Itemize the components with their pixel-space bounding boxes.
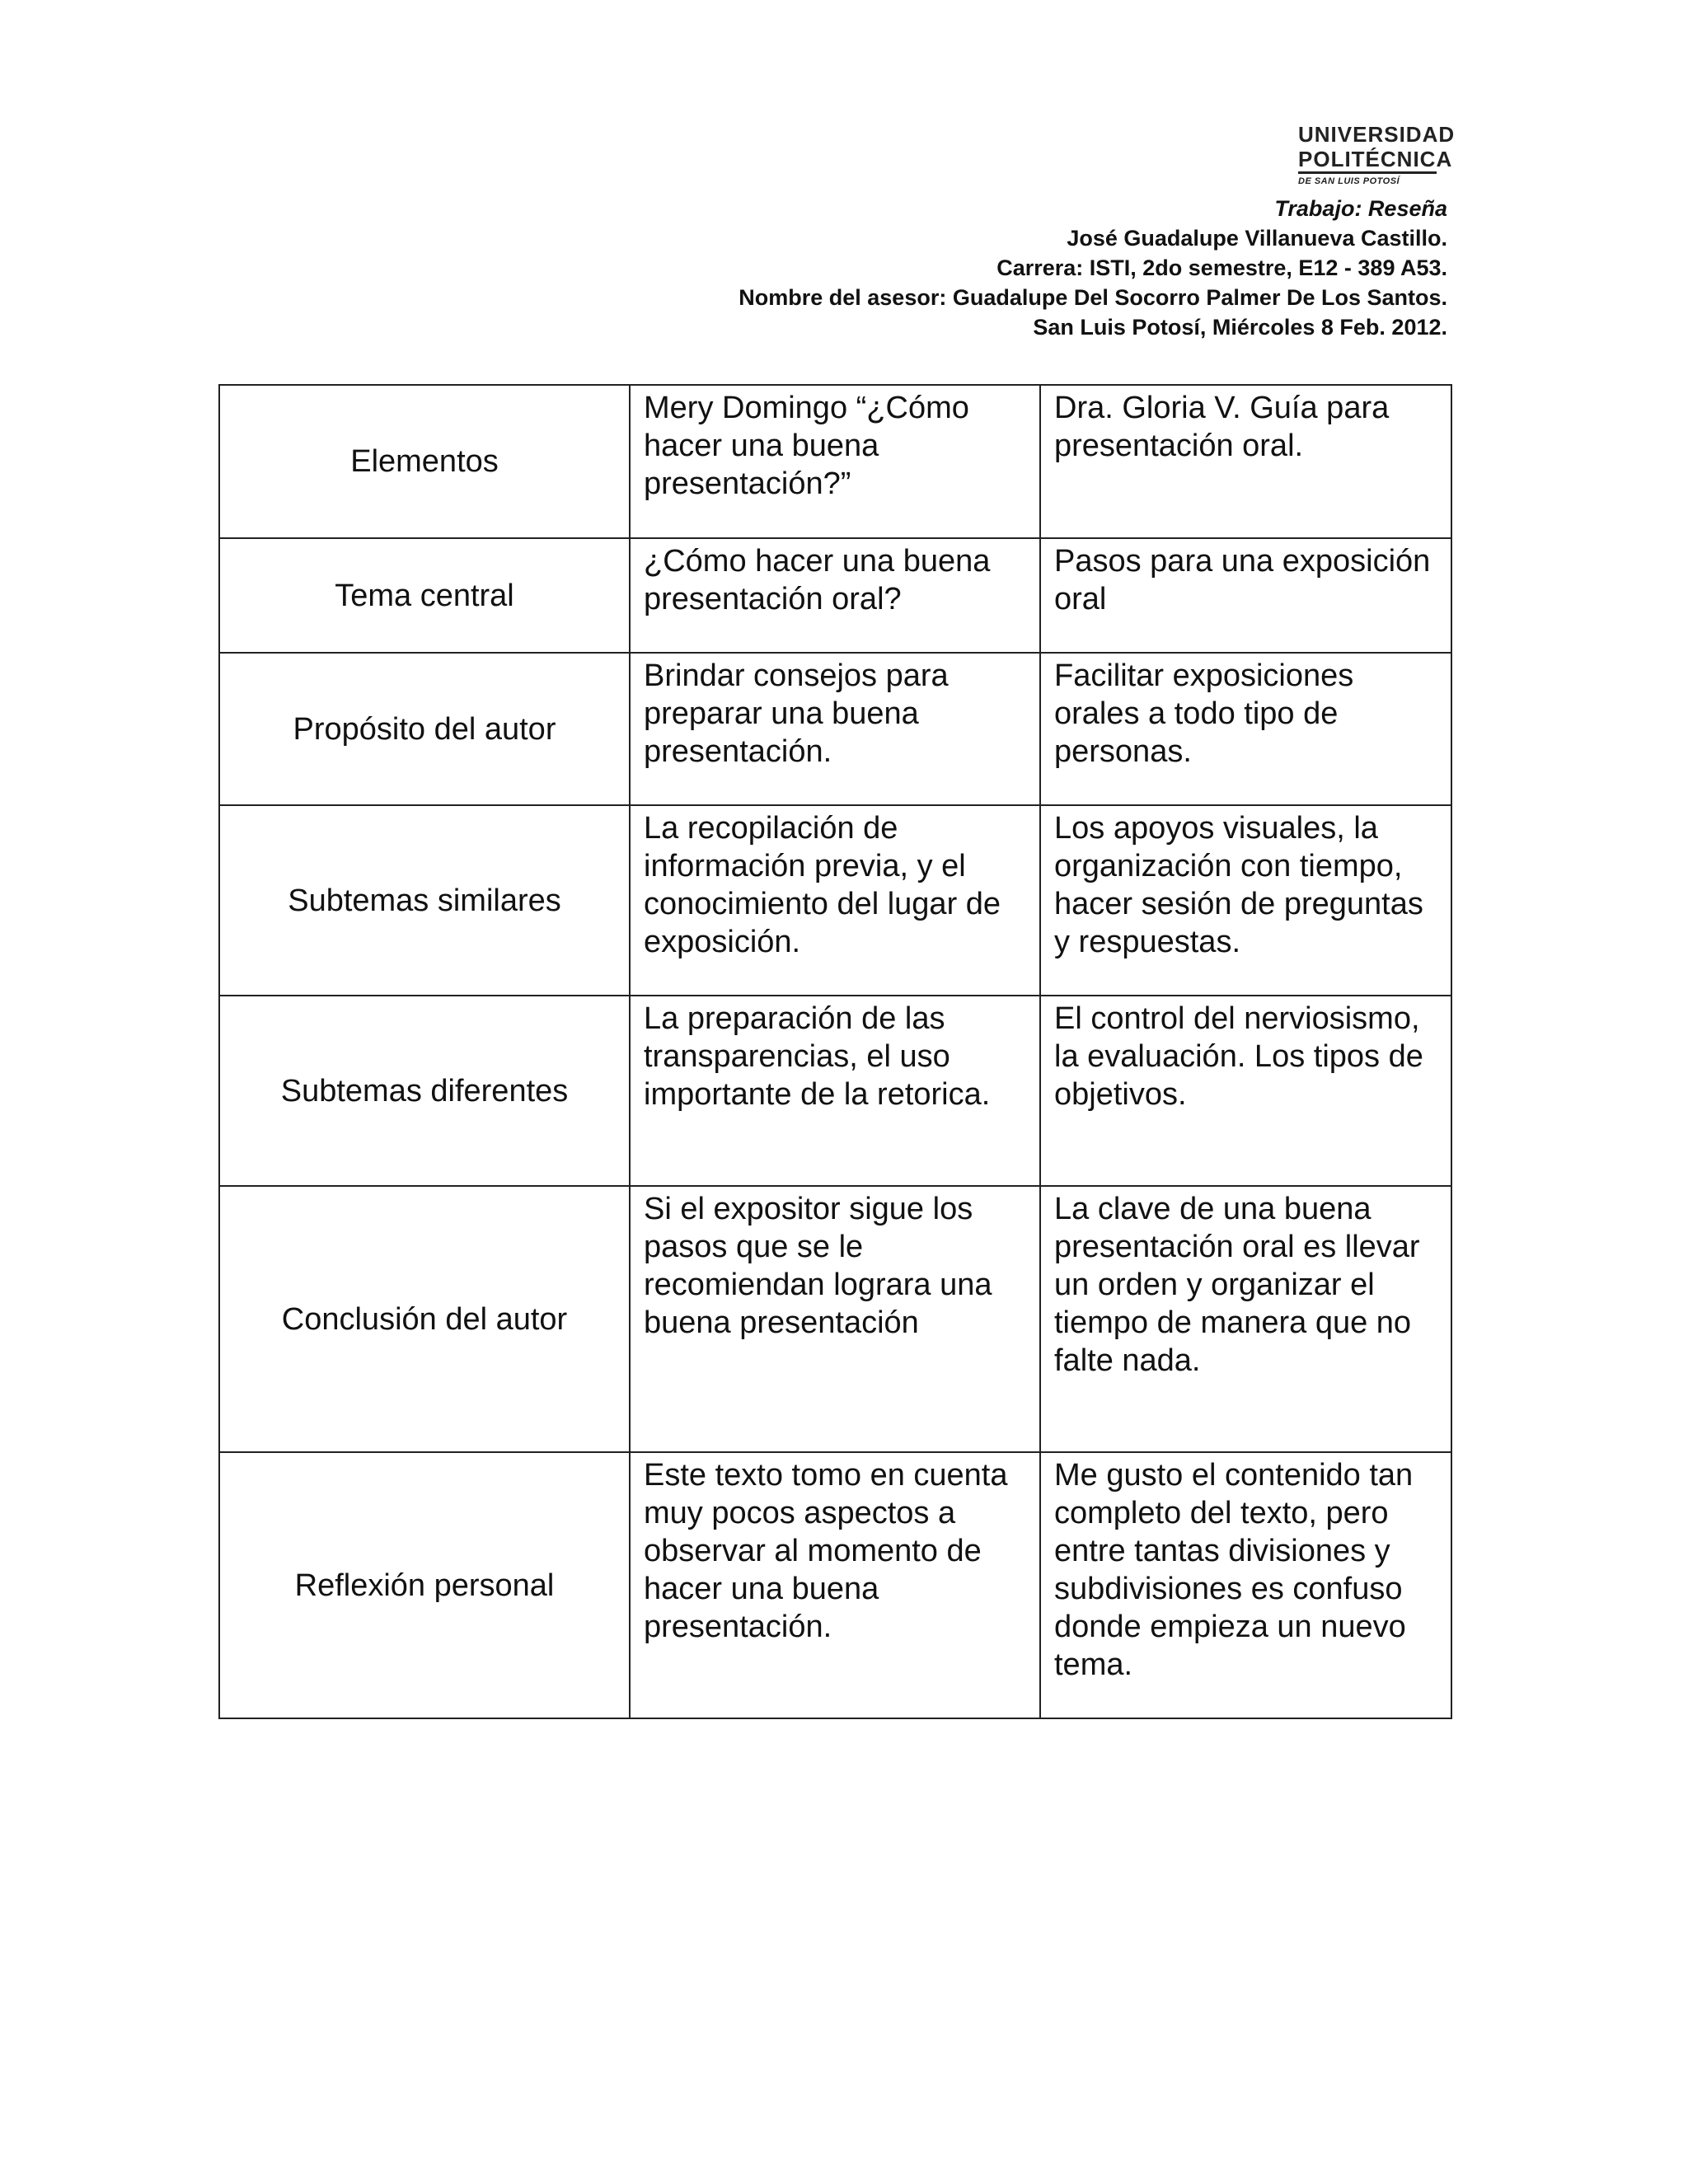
- row-label: Conclusión del autor: [219, 1186, 630, 1452]
- student-name: José Guadalupe Villanueva Castillo.: [1067, 226, 1447, 251]
- table-cell: Este texto tomo en cuenta muy pocos aspectos a observar al momento de hacer una buena presentación.: [630, 1452, 1040, 1718]
- logo-line-1: UNIVERSIDAD: [1298, 122, 1456, 147]
- table-cell: Brindar consejos para preparar una buena presentación.: [630, 653, 1040, 805]
- table-cell: ¿Cómo hacer una buena presentación oral?: [630, 538, 1040, 653]
- advisor-name: Nombre del asesor: Guadalupe Del Socorro Palmer De Los Santos.: [738, 285, 1447, 310]
- logo-line-2: POLITÉCNICA: [1298, 148, 1437, 174]
- document-header: [541, 194, 1447, 342]
- table-cell: Mery Domingo “¿Cómo hacer una buena presentación?”: [630, 385, 1040, 538]
- row-label: Reflexión personal: [219, 1452, 630, 1718]
- table-cell: Me gusto el contenido tan completo del texto, pero entre tantas divisiones y subdivisiones es confuso donde empieza un nuevo tema.: [1040, 1452, 1451, 1718]
- table-cell: La clave de una buena presentación oral es llevar un orden y organizar el tiempo de manera que no falte nada.: [1040, 1186, 1451, 1452]
- logo-line-3: DE SAN LUIS POTOSÍ: [1298, 176, 1400, 186]
- row-label: Subtemas similares: [219, 805, 630, 996]
- table-row: [219, 385, 1451, 538]
- table-row: [219, 1452, 1451, 1718]
- table-cell: Si el expositor sigue los pasos que se le recomiendan lograra una buena presentación: [630, 1186, 1040, 1452]
- table-row: [219, 996, 1451, 1186]
- table-cell: Facilitar exposiciones orales a todo tipo de personas.: [1040, 653, 1451, 805]
- table-cell: El control del nerviosismo, la evaluación. Los tipos de objetivos.: [1040, 996, 1451, 1186]
- table-cell: La preparación de las transparencias, el uso importante de la retorica.: [630, 996, 1040, 1186]
- table-cell: Dra. Gloria V. Guía para presentación oral.: [1040, 385, 1451, 538]
- row-label: Elementos: [219, 385, 630, 538]
- row-label: Tema central: [219, 538, 630, 653]
- table-cell: La recopilación de información previa, y el conocimiento del lugar de exposición.: [630, 805, 1040, 996]
- table-cell: Pasos para una exposición oral: [1040, 538, 1451, 653]
- review-table: [218, 384, 1452, 1719]
- row-label: Propósito del autor: [219, 653, 630, 805]
- table-row: [219, 653, 1451, 805]
- table-row: [219, 1186, 1451, 1452]
- table-row: [219, 538, 1451, 653]
- assignment-title: Trabajo: Reseña: [1274, 196, 1447, 221]
- university-logo: [1298, 124, 1463, 190]
- table-cell: Los apoyos visuales, la organización con tiempo, hacer sesión de preguntas y respuestas.: [1040, 805, 1451, 996]
- career-info: Carrera: ISTI, 2do semestre, E12 - 389 A53.: [996, 255, 1447, 280]
- table-row: [219, 805, 1451, 996]
- row-label: Subtemas diferentes: [219, 996, 630, 1186]
- place-date: San Luis Potosí, Miércoles 8 Feb. 2012.: [1033, 315, 1447, 340]
